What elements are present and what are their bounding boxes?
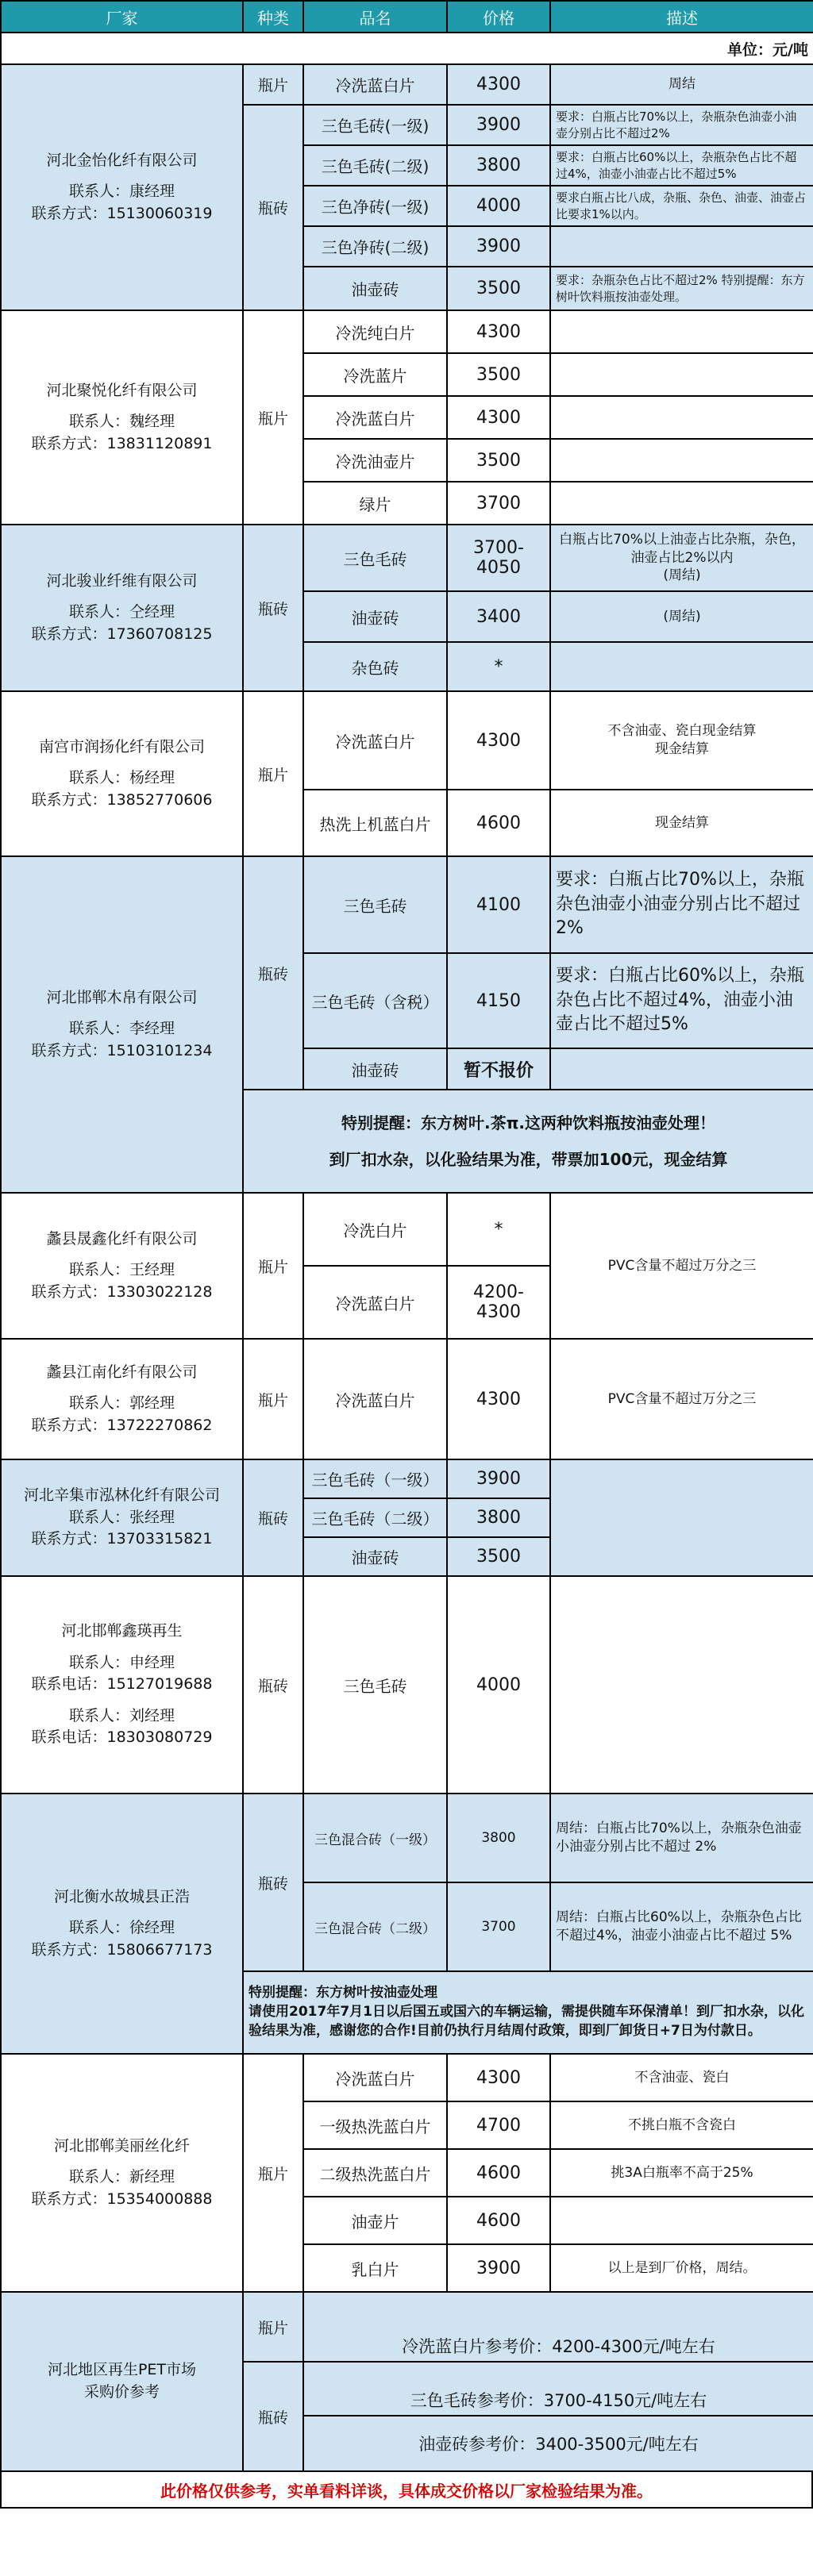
product-cell: 冷洗蓝白片 [303,691,447,790]
desc-cell: PVC含量不超过万分之三 [550,1339,813,1459]
desc-cell: 要求：白瓶占比60%以上，杂瓶杂色占比不超过4%，油壶小油壶占比不超过5% [550,953,813,1048]
kind-cell: 瓶片 [243,1193,303,1339]
desc-cell [550,310,813,353]
price-cell: 3800 [447,1794,550,1882]
kind-cell: 瓶砖 [243,1794,303,1971]
price-cell: 4700 [447,2101,550,2149]
special-note: 特别提醒：东方树叶.茶π.这两种饮料瓶按油壶处理！ 到厂扣水杂，以化验结果为准，带票加100元，现金结算 [243,1090,813,1193]
desc-cell: 不挑白瓶不含瓷白 [550,2101,813,2149]
product-cell: 油壶砖 [303,591,447,642]
company-block [1,1339,813,1459]
kind-cell: 瓶片 [243,64,303,105]
product-cell: 三色混合砖（二级） [303,1882,447,1971]
company-block [1,1576,813,1794]
desc-cell: (周结) [550,591,813,642]
product-cell: 冷洗纯白片 [303,310,447,353]
desc-cell: 不含油壶、瓷白 [550,2054,813,2101]
desc-cell: 要求：白瓶占比60%以上，杂瓶杂色占比不超过4%，油壶小油壶占比不超过5% [550,145,813,186]
company-info: 南宫市润扬化纤有限公司 联系人：杨经理 联系方式：13852770606 [1,691,243,856]
header-product: 品名 [303,1,447,33]
kind-cell: 瓶砖 [243,856,303,1090]
price-cell: 4200-4300 [447,1266,550,1339]
price-cell: 3900 [447,105,550,145]
header-desc: 描述 [550,1,813,33]
product-cell: 三色毛砖（含税） [303,953,447,1048]
company-info: 河北骏业纤维有限公司 联系人：仝经理 联系方式：17360708125 [1,525,243,691]
company-block [1,525,813,691]
price-cell: 3700 [447,482,550,525]
desc-cell: 白瓶占比70%以上油壶占比杂瓶，杂色，油壶占比2%以内 (周结) [550,525,813,591]
desc-cell [550,1459,813,1576]
desc-cell [550,482,813,525]
desc-cell [550,2197,813,2244]
product-cell: 冷洗蓝白片 [303,1339,447,1459]
price-cell: 4000 [447,186,550,226]
kind-cell: 瓶砖 [243,1576,303,1794]
desc-cell [550,396,813,439]
company-info: 河北聚悦化纤有限公司 联系人：魏经理 联系方式：13831120891 [1,310,243,525]
unit-label: 单位：元/吨 [1,33,813,64]
product-cell: 乳白片 [303,2244,447,2292]
company-block [1,1459,813,1576]
product-cell: 冷洗蓝白片 [303,396,447,439]
company-info: 河北邯郸鑫瑛再生 联系人：申经理 联系电话：15127019688 联系人：刘经理 联系电话：18303080729 [1,1576,243,1794]
desc-cell: 挑3A白瓶率不高于25% [550,2149,813,2197]
price-cell: 4300 [447,2054,550,2101]
price-cell: 4600 [447,2197,550,2244]
company-info: 蠡县晟鑫化纤有限公司 联系人：王经理 联系方式：13303022128 [1,1193,243,1339]
company-info: 河北辛集市泓林化纤有限公司 联系人：张经理 联系方式：13703315821 [1,1459,243,1576]
product-cell: 油壶砖 [303,1537,447,1576]
company-block [1,2054,813,2292]
company-block [1,691,813,856]
reference-line: 冷洗蓝白片参考价：4200-4300元/吨左右 [303,2292,813,2362]
price-cell: 4000 [447,1576,550,1794]
company-block [1,856,813,1193]
kind-cell: 瓶片 [243,1339,303,1459]
product-cell: 杂色砖 [303,642,447,691]
product-cell: 冷洗蓝白片 [303,1266,447,1339]
company-block [1,310,813,525]
special-note: 特别提醒：东方树叶按油壶处理 请使用2017年7月1日以后国五或国六的车辆运输，需提供随车环保清单！到厂扣水杂，以化验结果为准，感谢您的合作!目前仍执行月结周付政策，即到厂卸货日+7日为付款日。 [243,1971,813,2054]
product-cell: 三色毛砖（二级） [303,1498,447,1537]
desc-cell: 不含油壶、瓷白现金结算 现金结算 [550,691,813,790]
kind-cell: 瓶砖 [243,525,303,691]
desc-cell: PVC含量不超过万分之三 [550,1193,813,1339]
company-info: 河北衡水故城县正浩 联系人：徐经理 联系方式：15806677173 [1,1794,243,2054]
price-cell: * [447,1193,550,1266]
price-cell: 3500 [447,1537,550,1576]
price-cell: 3800 [447,145,550,186]
product-cell: 三色毛砖 [303,525,447,591]
product-cell: 热洗上机蓝白片 [303,790,447,856]
product-cell: 冷洗蓝片 [303,353,447,396]
desc-cell: 要求：白瓶占比70%以上，杂瓶杂色油壶小油壶分别占比不超过2% [550,105,813,145]
price-cell: 4300 [447,310,550,353]
company-block [1,64,813,310]
kind-cell: 瓶砖 [243,2362,303,2471]
price-cell: 4150 [447,953,550,1048]
price-cell: 3900 [447,1459,550,1498]
company-block [1,1193,813,1339]
product-cell: 三色毛砖 [303,856,447,953]
disclaimer: 此价格仅供参考，实单看料详谈，具体成交价格以厂家检验结果为准。 [0,2472,813,2509]
reference-block [1,2292,813,2471]
desc-cell: 要求：杂瓶杂色占比不超过2% 特别提醒：东方树叶饮料瓶按油壶处理。 [550,267,813,310]
kind-cell: 瓶片 [243,2054,303,2292]
desc-cell [550,353,813,396]
price-cell: 4600 [447,2149,550,2197]
desc-cell [550,226,813,267]
price-cell: 3700-4050 [447,525,550,591]
price-cell: 3800 [447,1498,550,1537]
kind-cell: 瓶砖 [243,105,303,310]
product-cell: 三色毛砖(二级) [303,145,447,186]
price-cell: 4300 [447,64,550,105]
header-factory: 厂家 [1,1,243,33]
desc-cell: 要求白瓶占比八成，杂瓶、杂色、油壶、油壶占比要求1%以内。 [550,186,813,226]
product-cell: 冷洗白片 [303,1193,447,1266]
desc-cell: 周结 [550,64,813,105]
kind-cell: 瓶片 [243,310,303,525]
product-cell: 一级热洗蓝白片 [303,2101,447,2149]
product-cell: 油壶砖 [303,267,447,310]
kind-cell: 瓶片 [243,691,303,856]
product-cell: 油壶砖 [303,1048,447,1090]
reference-line: 油壶砖参考价：3400-3500元/吨左右 [303,2416,813,2471]
desc-cell: 现金结算 [550,790,813,856]
product-cell: 三色净砖(二级) [303,226,447,267]
desc-cell [550,1576,813,1794]
price-cell: 3700 [447,1882,550,1971]
company-block [1,1794,813,2054]
price-cell: 3500 [447,267,550,310]
desc-cell [550,642,813,691]
company-info: 河北邯郸美丽丝化纤 联系人：新经理 联系方式：15354000888 [1,2054,243,2292]
price-cell: * [447,642,550,691]
price-cell: 4600 [447,790,550,856]
header-price: 价格 [447,1,550,33]
company-info: 河北邯郸木帛有限公司 联系人：李经理 联系方式：15103101234 [1,856,243,1193]
price-cell: 3900 [447,226,550,267]
desc-cell [550,439,813,482]
reference-line: 三色毛砖参考价：3700-4150元/吨左右 [303,2362,813,2416]
product-cell: 三色混合砖（一级） [303,1794,447,1882]
price-cell: 3500 [447,353,550,396]
desc-cell [550,1048,813,1090]
product-cell: 三色毛砖 [303,1576,447,1794]
product-cell: 冷洗蓝白片 [303,2054,447,2101]
product-cell: 油壶片 [303,2197,447,2244]
price-cell: 4100 [447,856,550,953]
desc-cell: 周结：白瓶占比70%以上，杂瓶杂色油壶小油壶分别占比不超过 2% [550,1794,813,1882]
price-cell: 3400 [447,591,550,642]
product-cell: 二级热洗蓝白片 [303,2149,447,2197]
product-cell: 冷洗油壶片 [303,439,447,482]
price-cell: 暂不报价 [447,1048,550,1090]
kind-cell: 瓶砖 [243,1459,303,1576]
desc-cell: 要求：白瓶占比70%以上，杂瓶杂色油壶小油壶分别占比不超过2% [550,856,813,953]
desc-cell: 周结：白瓶占比60%以上，杂瓶杂色占比不超过4%，油壶小油壶占比不超过 5% [550,1882,813,1971]
desc-cell: 以上是到厂价格，周结。 [550,2244,813,2292]
header-kind: 种类 [243,1,303,33]
product-cell: 冷洗蓝白片 [303,64,447,105]
product-cell: 三色毛砖(一级) [303,105,447,145]
product-cell: 绿片 [303,482,447,525]
price-cell: 4300 [447,691,550,790]
company-info: 河北金怡化纤有限公司 联系人：康经理 联系方式：15130060319 [1,64,243,310]
kind-cell: 瓶片 [243,2292,303,2362]
price-cell: 3900 [447,2244,550,2292]
price-cell: 3500 [447,439,550,482]
reference-title: 河北地区再生PET市场 采购价参考 [1,2292,243,2471]
product-cell: 三色净砖(一级) [303,186,447,226]
price-cell: 4300 [447,396,550,439]
price-cell: 4300 [447,1339,550,1459]
company-info: 蠡县江南化纤有限公司 联系人：郭经理 联系方式：13722270862 [1,1339,243,1459]
product-cell: 三色毛砖（一级） [303,1459,447,1498]
